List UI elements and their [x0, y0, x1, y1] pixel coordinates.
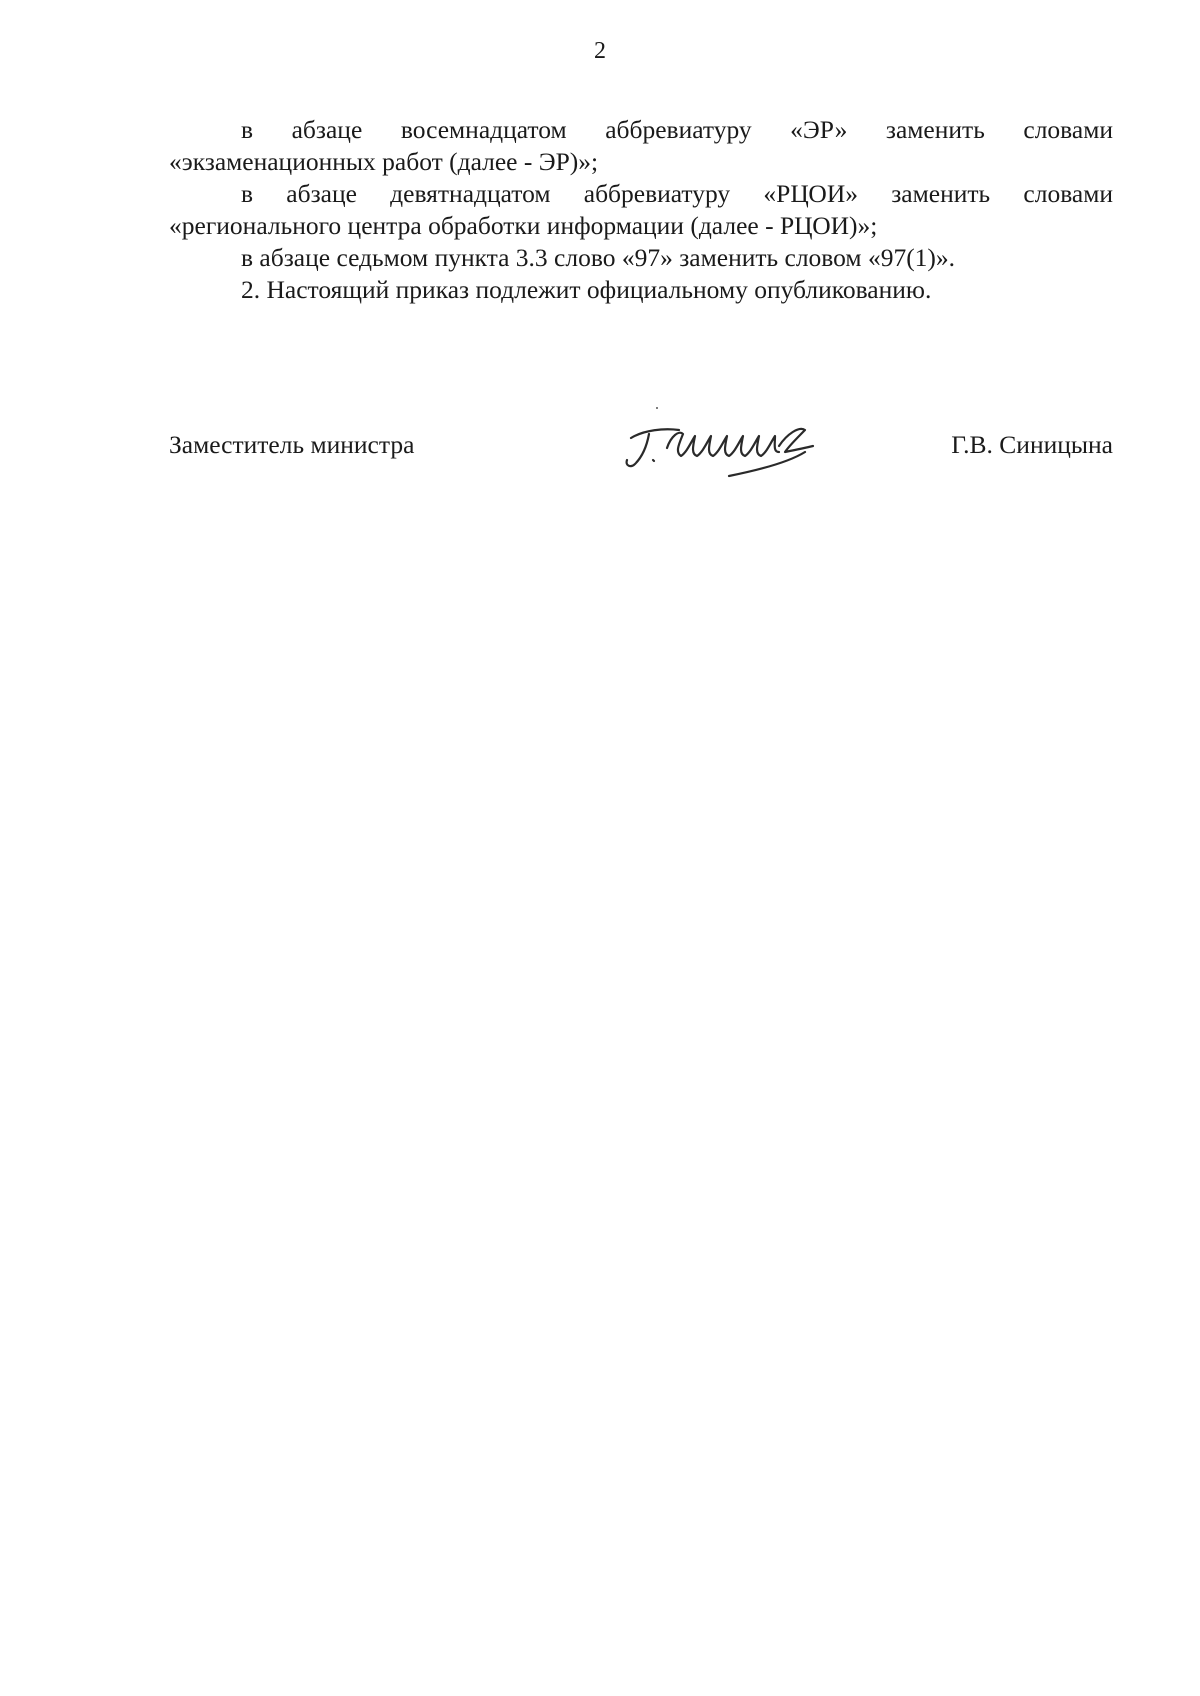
handwritten-signature	[609, 400, 849, 490]
paragraph: 2. Настоящий приказ подлежит официальному опубликованию.	[241, 275, 932, 304]
paragraph: в абзаце восемнадцатом аббревиатуру «ЭР» заменить словами «экзаменационных работ (далее - ЭР)»;	[169, 115, 1113, 176]
signatory-position: Заместитель министра	[169, 430, 415, 459]
page-number: 2	[594, 38, 606, 64]
paragraph: в абзаце седьмом пункта 3.3 слово «97» заменить словом «97(1)».	[241, 243, 956, 272]
signatory-name: Г.В. Синицына	[951, 430, 1113, 459]
paragraph: в абзаце девятнадцатом аббревиатуру «РЦОИ» заменить словами «регионального центра обработки информации (далее - РЦОИ)»;	[169, 179, 1113, 240]
signature-block	[169, 420, 1113, 500]
document-body	[169, 114, 1113, 306]
